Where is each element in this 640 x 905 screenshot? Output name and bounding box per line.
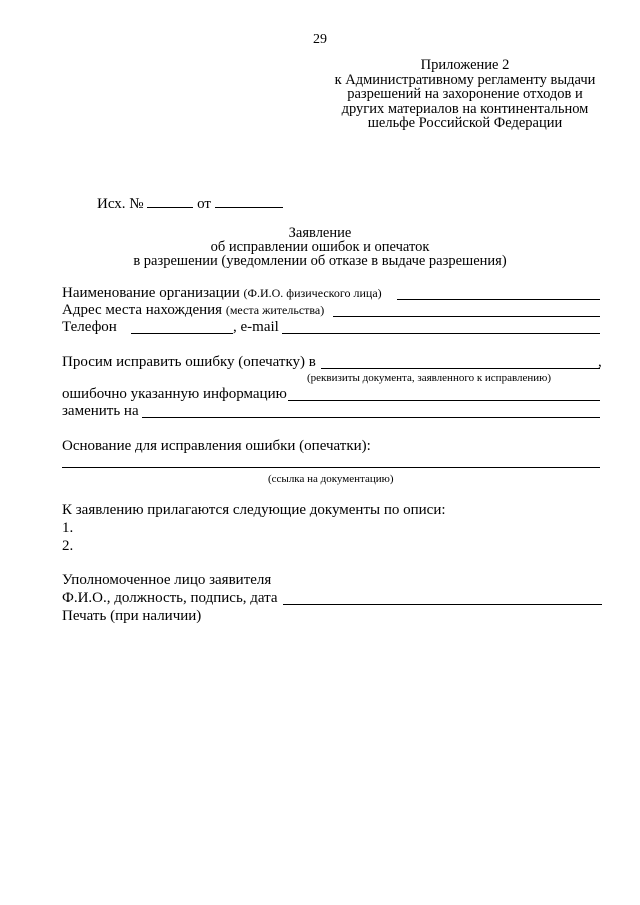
appendix-line: к Административному регламенту выдачи — [334, 71, 596, 88]
document-subtitle: об исправлении ошибок и опечаток — [210, 239, 430, 255]
document-details-hint: (реквизиты документа, заявленного к исправлению) — [307, 372, 552, 384]
appendix-line: других материалов на континентальном — [341, 100, 589, 117]
address-row — [62, 302, 324, 319]
appendix-line: шельфе Российской Федерации — [367, 115, 563, 131]
address-field[interactable] — [333, 316, 600, 317]
attachments-label: К заявлению прилагаются следующие документы по описи: — [62, 502, 446, 518]
signature-fields-label: Ф.И.О., должность, подпись, дата — [62, 590, 278, 606]
outgoing-date-label: от — [197, 196, 211, 212]
signature-field[interactable] — [283, 604, 602, 605]
wrong-info-label: ошибочно указанную информацию — [62, 386, 287, 402]
request-label: Просим исправить ошибку (опечатку) в — [62, 354, 316, 370]
replace-field[interactable] — [142, 417, 600, 418]
phone-field[interactable] — [131, 333, 233, 334]
basis-label: Основание для исправления ошибки (опечатки): — [62, 438, 371, 454]
comma: , — [598, 354, 602, 370]
outgoing-number-row — [97, 195, 283, 213]
document-details-field[interactable] — [321, 368, 600, 369]
basis-field[interactable] — [62, 467, 600, 468]
outgoing-number-field[interactable] — [147, 195, 193, 208]
authorized-person-label: Уполномоченное лицо заявителя — [62, 572, 272, 588]
email-label: , e-mail — [233, 319, 279, 335]
email-field[interactable] — [282, 333, 600, 334]
replace-label: заменить на — [62, 403, 139, 419]
org-name-field[interactable] — [397, 299, 600, 300]
phone-label: Телефон — [62, 319, 117, 335]
address-label: Адрес места нахождения — [62, 302, 223, 318]
wrong-info-field[interactable] — [288, 400, 600, 401]
page-number: 29 — [313, 32, 327, 47]
basis-hint: (ссылка на документацию) — [268, 473, 394, 485]
org-name-hint: (Ф.И.О. физического лица) — [243, 286, 382, 300]
outgoing-date-field[interactable] — [215, 195, 283, 208]
attachment-item: 2. — [62, 538, 74, 554]
appendix-title: Приложение 2 — [420, 57, 510, 73]
appendix-line: разрешений на захоронение отходов и — [347, 86, 583, 102]
document-title: Заявление — [288, 225, 352, 241]
seal-label: Печать (при наличии) — [62, 608, 202, 624]
document-subtitle: в разрешении (уведомлении об отказе в выдаче разрешения) — [133, 253, 507, 269]
org-name-label: Наименование организации — [62, 285, 240, 301]
outgoing-number-label: Исх. № — [97, 196, 144, 212]
org-name-row — [62, 285, 382, 302]
attachment-item: 1. — [62, 520, 74, 536]
appendix-block — [310, 58, 620, 131]
address-hint: (места жительства) — [225, 303, 325, 317]
